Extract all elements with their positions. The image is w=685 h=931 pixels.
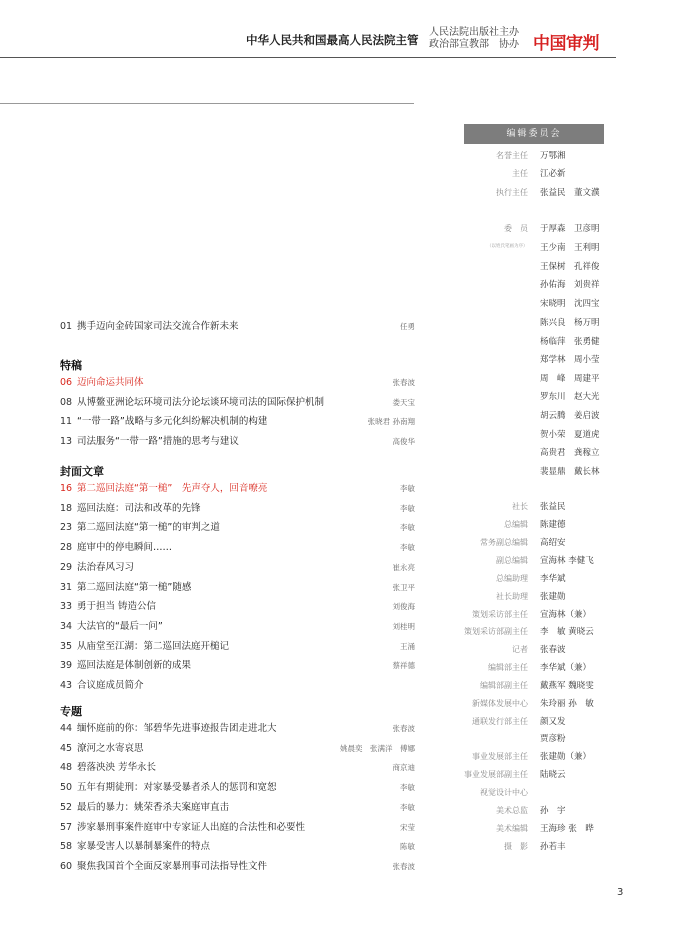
board-member-row [440, 277, 610, 293]
board-member-row [440, 535, 610, 551]
toc-author: 张春波 [392, 724, 415, 733]
board-member-row [440, 389, 610, 405]
toc-entry[interactable] [60, 501, 415, 517]
board-member-row [440, 166, 610, 182]
toc-title: 迈向命运共同体 [77, 377, 144, 388]
board-name: 胡云腾 姜启波 [540, 411, 600, 421]
board-name: 王保树 孔祥俊 [540, 262, 600, 272]
section-heading: 封面文章 [60, 465, 104, 478]
toc-entry[interactable] [60, 375, 415, 391]
board-name: 李华斌（兼） [540, 663, 592, 673]
toc-page-number: 23 [60, 522, 73, 534]
toc-entry[interactable] [60, 678, 415, 694]
toc-title: 缅怀庭前的你：邹碧华先进事迹报告团走进北大 [77, 723, 277, 734]
board-name: 戴燕军 魏晓雯 [540, 681, 594, 691]
board-member-row [440, 767, 610, 783]
board-member-row [440, 785, 610, 801]
toc-author: 刘桂明 [392, 621, 415, 631]
board-name: 孙 宇 [540, 806, 566, 816]
board-role: 总编助理 [496, 574, 528, 583]
toc-author: 李敏 [400, 523, 415, 533]
board-name: 陆晓云 [540, 770, 566, 780]
board-member-row [440, 371, 610, 387]
toc-author: 李敏 [400, 543, 415, 553]
header-publisher-line1: 人民法院出版社主办 [429, 27, 519, 38]
board-role: 委 员 [504, 224, 528, 233]
toc-page-number: 60 [60, 860, 73, 872]
board-member-row [440, 749, 610, 765]
toc-title: 最后的暴力：姚荣香杀夫案庭审直击 [77, 801, 230, 813]
toc-entry[interactable] [60, 560, 415, 576]
board-member-row [440, 571, 610, 587]
toc-title: 司法服务“一带一路”措施的思考与建议 [77, 436, 239, 448]
toc-entry[interactable] [60, 520, 415, 536]
toc-title: “一带一路”战略与多元化纠纷解决机制的构建 [77, 416, 268, 428]
toc-title: 涉家暴刑事案件庭审中专家证人出庭的合法性和必要性 [77, 821, 306, 833]
board-member-row [440, 148, 610, 164]
toc-page-number: 01 [60, 321, 73, 332]
toc-page-number: 50 [60, 782, 73, 794]
board-member-row [440, 660, 610, 676]
board-role: 新媒体发展中心 [472, 699, 528, 708]
toc-page-number: 16 [60, 483, 73, 494]
toc-page-number: 45 [60, 742, 73, 754]
board-member-row [440, 352, 610, 368]
toc-author: 陈敏 [400, 842, 415, 852]
board-role: 执行主任 [496, 188, 528, 197]
board-name: 陈兴良 杨万明 [540, 318, 600, 328]
toc-title: 第二巡回法庭“第一槌”随感 [77, 581, 192, 593]
toc-title: 庭审中的停电瞬间…… [77, 542, 173, 554]
section-heading: 特稿 [60, 359, 82, 372]
board-name: 张建勋 [540, 592, 566, 602]
board-name: 张建勋（兼） [540, 752, 592, 762]
toc-page-number: 08 [60, 396, 73, 408]
board-role: 视觉设计中心 [480, 788, 528, 797]
board-name: 陈建德 [540, 520, 566, 530]
toc-entry[interactable] [60, 760, 415, 776]
toc-entry[interactable] [60, 395, 415, 411]
board-role: 记者 [512, 645, 528, 654]
toc-entry[interactable] [60, 319, 415, 335]
board-member-row [440, 821, 610, 837]
board-role: 编辑部主任 [488, 663, 528, 672]
board-member-row [440, 624, 610, 640]
editorial-board-title: 编辑委员会 [464, 124, 604, 144]
toc-entry[interactable] [60, 721, 415, 737]
toc-author: 李敏 [400, 503, 415, 513]
toc-entry[interactable] [60, 599, 415, 615]
board-role: 主任 [512, 169, 528, 178]
toc-author: 王涌 [400, 641, 415, 651]
board-name: 于厚森 卫彦明 [540, 224, 600, 234]
toc-title: 碧落泱泱 芳华永长 [77, 762, 157, 774]
board-role: 常务副总编辑 [480, 538, 528, 547]
board-name: 孙若丰 [540, 842, 566, 852]
board-member-row [440, 221, 610, 237]
toc-page-number: 28 [60, 542, 73, 554]
board-member-row [440, 408, 610, 424]
board-role: 美术总监 [496, 806, 528, 815]
toc-entry[interactable] [60, 540, 415, 556]
toc-page-number: 44 [60, 723, 73, 734]
board-member-row [440, 240, 610, 256]
toc-page-number: 58 [60, 841, 73, 853]
toc-title: 五年有期徒刑：对家暴受暴者杀人的惩罚和宽恕 [77, 782, 277, 794]
board-member-row [440, 499, 610, 515]
board-member-row [440, 445, 610, 461]
toc-author: 张春波 [392, 861, 415, 871]
board-role: 总编辑 [504, 520, 528, 529]
toc-title: 潦河之水寄哀思 [77, 742, 144, 754]
toc-author: 李敏 [400, 484, 415, 493]
board-member-row [440, 185, 610, 201]
toc-entry[interactable] [60, 741, 415, 757]
toc-title: 从庙堂至江湖：第二巡回法庭开槌记 [77, 640, 230, 652]
toc-author: 姚晨奕 张满洋 傅娜 [340, 743, 415, 753]
board-role: 社长助理 [496, 592, 528, 601]
toc-entry[interactable] [60, 619, 415, 635]
board-member-row [440, 839, 610, 855]
toc-page-number: 13 [60, 436, 73, 448]
section-divider [0, 103, 414, 104]
board-member-row [440, 714, 610, 730]
toc-title: 携手迈向金砖国家司法交流合作新未来 [77, 321, 239, 332]
board-member-row [440, 803, 610, 819]
toc-page-number: 06 [60, 377, 73, 388]
toc-author: 刘俊海 [392, 602, 415, 612]
board-role: 策划采访部主任 [472, 610, 528, 619]
header-divider [0, 57, 616, 58]
board-name: 宋晓明 沈四宝 [540, 299, 600, 309]
board-member-row [440, 427, 610, 443]
board-member-row [440, 464, 610, 480]
board-name: 张益民 董文濮 [540, 188, 600, 198]
board-member-row [440, 696, 610, 712]
board-name: 裴显鼎 戴长林 [540, 467, 600, 477]
toc-entry[interactable] [60, 414, 415, 430]
toc-author: 宋莹 [400, 822, 415, 832]
board-member-row [440, 315, 610, 331]
board-name: 颜又发 [540, 717, 566, 727]
toc-page-number: 57 [60, 821, 73, 833]
toc-page-number: 39 [60, 660, 73, 672]
toc-page-number: 18 [60, 502, 73, 514]
header-supervisor: 中华人民共和国最高人民法院主管 [246, 33, 419, 47]
toc-page-number: 34 [60, 620, 73, 632]
board-ordering-note: （以姓氏笔画为序） [487, 244, 528, 249]
board-role: 美术编辑 [496, 824, 528, 833]
header-publisher-line2: 政治部宣教部 协办 [429, 39, 519, 50]
toc-author: 任勇 [400, 322, 415, 331]
board-name: 张春波 [540, 645, 566, 655]
toc-title: 聚焦我国首个全面反家暴刑事司法指导性文件 [77, 860, 268, 872]
toc-author: 李敏 [400, 783, 415, 793]
section-heading: 专题 [60, 705, 82, 718]
board-name: 王海珍 张 晔 [540, 824, 594, 834]
toc-entry[interactable] [60, 658, 415, 674]
board-name: 罗东川 赵大光 [540, 392, 600, 402]
toc-entry[interactable] [60, 639, 415, 655]
board-name: 朱玲丽 孙 敏 [540, 699, 594, 709]
toc-page-number: 43 [60, 680, 73, 691]
toc-author: 张卫平 [392, 582, 415, 592]
page-number: 3 [617, 887, 624, 898]
board-member-row [440, 607, 610, 623]
board-role: 策划采访部副主任 [464, 627, 528, 636]
toc-entry[interactable] [60, 481, 415, 497]
board-name: 高绍安 [540, 538, 566, 548]
toc-title: 法治春风习习 [77, 561, 135, 573]
toc-author: 高俊华 [392, 437, 415, 447]
board-name: 贾彦粉 [540, 734, 566, 744]
toc-title: 勇于担当 铸造公信 [77, 601, 157, 613]
board-name: 李 敏 黄晓云 [540, 627, 594, 637]
board-name: 王少南 王利明 [540, 243, 600, 253]
toc-entry[interactable] [60, 859, 415, 875]
board-member-row [440, 296, 610, 312]
toc-author: 张晓君 孙南翔 [367, 417, 415, 427]
board-name: 郑学林 周小莹 [540, 355, 600, 365]
toc-page-number: 29 [60, 561, 73, 573]
toc-title: 家暴受害人以暴制暴案件的特点 [77, 841, 211, 853]
toc-author: 蔡祥德 [392, 661, 415, 671]
board-name: 贺小荣 夏道虎 [540, 430, 600, 440]
toc-entry[interactable] [60, 434, 415, 450]
toc-page-number: 11 [60, 416, 73, 428]
toc-title: 大法官的“最后一问” [77, 620, 163, 632]
board-name: 宣海林（兼） [540, 610, 592, 620]
board-name: 江必新 [540, 169, 566, 179]
board-name: 李华斌 [540, 574, 566, 584]
board-role: 通联发行部主任 [472, 717, 528, 726]
board-role: 名誉主任 [496, 151, 528, 160]
board-member-row [440, 259, 610, 275]
toc-entry[interactable] [60, 820, 415, 836]
toc-author: 商京迪 [392, 763, 415, 773]
toc-page-number: 48 [60, 762, 73, 774]
toc-author: 娄天宝 [392, 397, 415, 407]
toc-entry[interactable] [60, 800, 415, 816]
header-publisher [429, 27, 519, 51]
board-member-row [440, 553, 610, 569]
board-member-row [440, 517, 610, 533]
board-member-row [440, 589, 610, 605]
toc-author: 张春波 [392, 378, 415, 387]
toc-page-number: 35 [60, 640, 73, 652]
board-name: 张益民 [540, 502, 566, 512]
board-role: 编辑部副主任 [480, 681, 528, 690]
toc-entry[interactable] [60, 780, 415, 796]
board-name: 万鄂湘 [540, 151, 566, 161]
toc-author: 崔永亮 [392, 562, 415, 572]
board-role: 摄 影 [504, 842, 528, 851]
magazine-logo: 中国审判 [533, 34, 599, 54]
toc-title: 合议庭成员简介 [77, 680, 144, 691]
board-name: 高贵君 龚稼立 [540, 448, 600, 458]
toc-page-number: 52 [60, 801, 73, 813]
board-role: 事业发展部副主任 [464, 770, 528, 779]
board-role: 社长 [512, 502, 528, 511]
toc-page-number: 31 [60, 581, 73, 593]
toc-title: 第二巡回法庭“第一槌” 先声夺人，回音嘹亮 [77, 483, 268, 494]
board-member-row [440, 731, 610, 747]
board-role: 事业发展部主任 [472, 752, 528, 761]
toc-title: 巡回法庭：司法和改革的先锋 [77, 502, 201, 514]
toc-title: 第二巡回法庭“第一槌”的审判之道 [77, 522, 220, 534]
toc-author: 李敏 [400, 802, 415, 812]
toc-title: 巡回法庭是体制创新的成果 [77, 660, 192, 672]
board-name: 杨临萍 张勇健 [540, 337, 600, 347]
toc-entry[interactable] [60, 839, 415, 855]
toc-entry[interactable] [60, 580, 415, 596]
toc-page-number: 33 [60, 601, 73, 613]
board-name: 周 峰 周建平 [540, 374, 600, 384]
toc-title: 从博鳌亚洲论坛环境司法分论坛谈环境司法的国际保护机制 [77, 396, 325, 408]
board-member-row [440, 642, 610, 658]
board-member-row [440, 678, 610, 694]
board-role: 副总编辑 [496, 556, 528, 565]
board-name: 宣海林 李健飞 [540, 556, 594, 566]
board-name: 孙佑海 刘贵祥 [540, 280, 600, 290]
board-member-row [440, 334, 610, 350]
